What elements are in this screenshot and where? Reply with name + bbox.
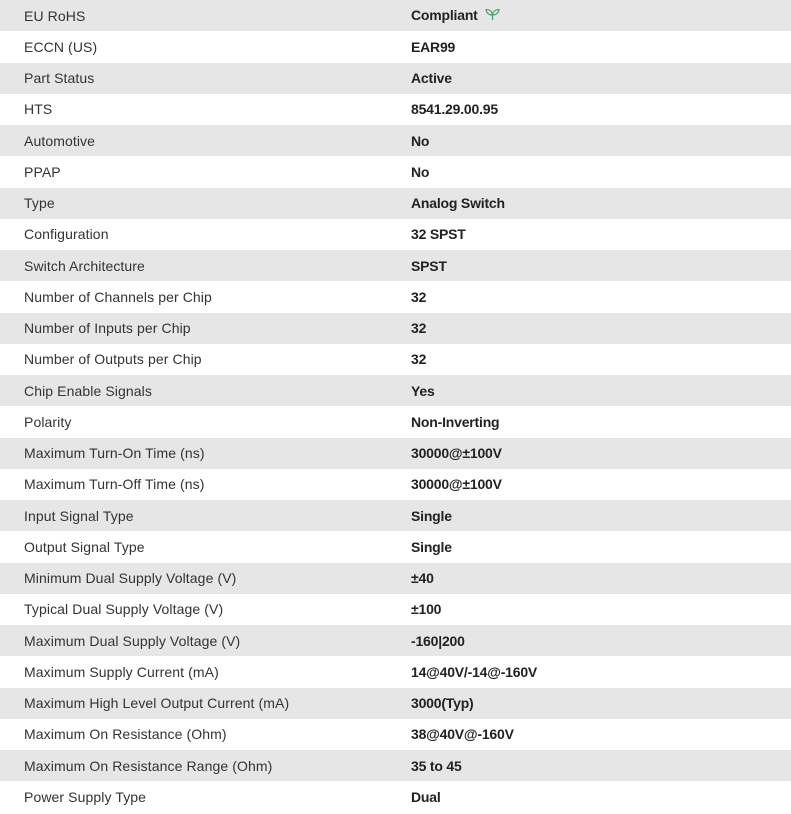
spec-row (0, 688, 791, 719)
spec-label: Number of Channels per Chip (24, 288, 212, 305)
spec-label: Power Supply Type (24, 788, 147, 805)
spec-label: Maximum On Resistance Range (Ohm) (24, 757, 273, 774)
spec-value: Single (411, 538, 452, 555)
spec-row (0, 250, 791, 281)
spec-row (0, 281, 791, 312)
spec-label: Maximum Supply Current (mA) (24, 663, 219, 680)
spec-row (0, 656, 791, 687)
leaf-icon (485, 8, 500, 24)
spec-label: Maximum On Resistance (Ohm) (24, 726, 227, 743)
spec-value: No (411, 132, 430, 149)
spec-label: Switch Architecture (24, 257, 145, 274)
spec-label: Typical Dual Supply Voltage (V) (24, 601, 224, 618)
spec-row (0, 781, 791, 812)
spec-value: No (411, 163, 430, 180)
spec-row (0, 188, 791, 219)
spec-label: Chip Enable Signals (24, 382, 152, 399)
spec-row (0, 594, 791, 625)
spec-value: ±40 (411, 570, 434, 587)
spec-row (0, 719, 791, 750)
spec-row (0, 625, 791, 656)
spec-label: Number of Outputs per Chip (24, 351, 202, 368)
spec-value-text: Compliant (411, 7, 478, 24)
spec-label: Configuration (24, 226, 109, 243)
spec-row (0, 406, 791, 437)
spec-value: 8541.29.00.95 (411, 101, 498, 118)
spec-value: ±100 (411, 601, 442, 618)
spec-value: Analog Switch (411, 195, 505, 212)
spec-value: 14@40V/-14@-160V (411, 663, 538, 680)
spec-row (0, 469, 791, 500)
spec-row (0, 125, 791, 156)
spec-label: Minimum Dual Supply Voltage (V) (24, 570, 237, 587)
spec-value (411, 0, 791, 31)
spec-label: Automotive (24, 132, 96, 149)
spec-row (0, 375, 791, 406)
spec-value: Single (411, 507, 452, 524)
spec-label: Output Signal Type (24, 538, 145, 555)
spec-label: Input Signal Type (24, 507, 134, 524)
spec-row (0, 750, 791, 781)
spec-row (0, 219, 791, 250)
spec-row (0, 438, 791, 469)
spec-label: PPAP (24, 163, 61, 180)
spec-value: Active (411, 70, 452, 87)
spec-row (0, 313, 791, 344)
spec-label: Number of Inputs per Chip (24, 320, 191, 337)
spec-value: 30000@±100V (411, 445, 502, 462)
spec-row (0, 31, 791, 62)
spec-value: Yes (411, 382, 435, 399)
spec-label: ECCN (US) (24, 38, 98, 55)
spec-row (0, 94, 791, 125)
spec-value: Non-Inverting (411, 413, 500, 430)
spec-value: EAR99 (411, 38, 456, 55)
spec-label: EU RoHS (24, 7, 86, 24)
spec-row (0, 63, 791, 94)
spec-value: 35 to 45 (411, 757, 462, 774)
spec-value: Dual (411, 788, 441, 805)
spec-value: 32 SPST (411, 226, 466, 243)
spec-value: 32 (411, 351, 427, 368)
spec-value: 32 (411, 320, 427, 337)
spec-row (0, 531, 791, 562)
spec-label: Part Status (24, 70, 95, 87)
spec-row (0, 500, 791, 531)
spec-label: Maximum Turn-Off Time (ns) (24, 476, 205, 493)
spec-label: Maximum Dual Supply Voltage (V) (24, 632, 241, 649)
spec-label: Polarity (24, 413, 72, 430)
spec-row (0, 156, 791, 187)
spec-label: HTS (24, 101, 53, 118)
spec-value: -160|200 (411, 632, 465, 649)
spec-row (0, 0, 791, 31)
spec-label: Maximum Turn-On Time (ns) (24, 445, 205, 462)
spec-value: 32 (411, 288, 427, 305)
spec-value: 3000(Typ) (411, 695, 474, 712)
spec-label: Maximum High Level Output Current (mA) (24, 695, 290, 712)
spec-value: SPST (411, 257, 447, 274)
spec-row (0, 344, 791, 375)
spec-row (0, 563, 791, 594)
spec-label: Type (24, 195, 55, 212)
spec-value: 30000@±100V (411, 476, 502, 493)
spec-value: 38@40V@-160V (411, 726, 514, 743)
